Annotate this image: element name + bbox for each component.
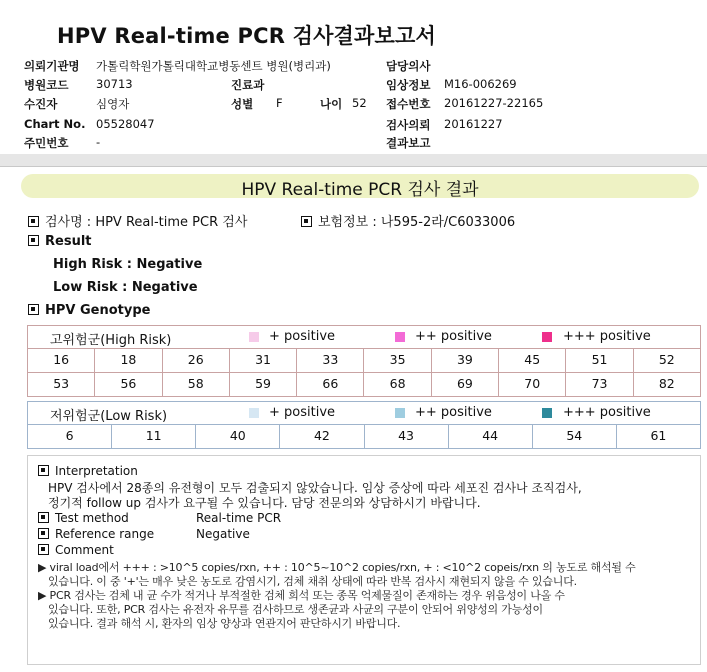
comment-text: ▶ PCR 검사는 검체 내 균 수가 적거나 부적절한 검체 희석 또는 종목 억제물질이 존재하는 경우 위음성이 나올 수: [38, 589, 565, 602]
high-risk-table: [27, 325, 701, 397]
bullet-square-icon: [38, 544, 49, 555]
genotype-cell: 35: [364, 349, 431, 373]
genotype-cell: 42: [280, 425, 364, 449]
genotype-cell: 59: [230, 373, 297, 397]
legend-swatch: [395, 408, 405, 418]
info-label: 검사의뢰: [386, 118, 431, 132]
genotype-heading: [28, 303, 150, 318]
insurance-line: [301, 211, 515, 230]
interpretation-text: HPV 검사에서 28종의 유전형이 모두 검출되지 않았습니다. 임상 증상에 따라 세포진 검사나 조직검사,: [48, 481, 582, 495]
info-value: 05528047: [96, 117, 155, 131]
genotype-cell: 26: [163, 349, 230, 373]
low-risk-header: [27, 401, 701, 425]
low-risk-header-label: 저위험군(Low Risk): [50, 409, 168, 424]
bullet-square-icon: [38, 465, 49, 476]
bullet-square-icon: [38, 512, 49, 523]
interpretation-heading: [38, 464, 138, 478]
info-label: 임상정보: [386, 78, 431, 92]
legend-swatch: [249, 408, 259, 418]
bullet-square-icon: [38, 528, 49, 539]
genotype-cell: 45: [499, 349, 566, 373]
info-value: 가톨릭학원가톨릭대학교병동센트 병원(병리과): [96, 59, 331, 73]
info-value: F: [276, 96, 283, 110]
result-heading-text: Result: [45, 234, 92, 249]
genotype-cell: 82: [634, 373, 701, 397]
high-risk-header: [27, 325, 701, 349]
info-label: Chart No.: [24, 117, 86, 131]
genotype-cell: 43: [365, 425, 449, 449]
legend-label: ++ positive: [415, 329, 492, 344]
high-risk-result: High Risk : Negative: [53, 257, 203, 272]
low-risk-row: [27, 425, 701, 449]
info-value: 20161227: [444, 117, 503, 131]
genotype-cell: 44: [449, 425, 533, 449]
genotype-cell: 51: [566, 349, 633, 373]
genotype-cell: 16: [27, 349, 95, 373]
legend-label: + positive: [269, 405, 336, 420]
info-value: -: [96, 135, 101, 149]
genotype-cell: 33: [297, 349, 364, 373]
interpretation-heading-text: Interpretation: [55, 464, 138, 478]
legend-label: +++ positive: [563, 405, 651, 420]
legend-swatch: [542, 332, 552, 342]
legend-label: + positive: [269, 329, 336, 344]
genotype-cell: 73: [566, 373, 633, 397]
legend-swatch: [249, 332, 259, 342]
legend-label: +++ positive: [563, 329, 651, 344]
genotype-cell: 6: [27, 425, 112, 449]
genotype-cell: 52: [634, 349, 701, 373]
reference-range-label: Reference range: [55, 527, 155, 541]
bullet-square-icon: [28, 235, 39, 246]
info-value: M16-006269: [444, 77, 517, 91]
genotype-cell: 61: [617, 425, 701, 449]
test-method-value: Real-time PCR: [196, 511, 282, 525]
comment-text: 있습니다. 또한, PCR 검사는 유전자 유무를 검사하므로 생존균과 사균의 구분이 안되어 위양성의 가능성이: [48, 603, 543, 616]
insurance-text: 보험정보 : 나595-2라/C6033006: [318, 215, 516, 230]
info-label: 결과보고: [386, 136, 431, 150]
info-label: 성별: [231, 97, 254, 111]
legend-label: ++ positive: [415, 405, 492, 420]
divider-line: [0, 166, 707, 167]
genotype-heading-text: HPV Genotype: [45, 303, 151, 318]
test-method-label: Test method: [55, 511, 129, 525]
genotype-cell: 58: [163, 373, 230, 397]
genotype-cell: 54: [533, 425, 617, 449]
genotype-cell: 66: [297, 373, 364, 397]
genotype-cell: 70: [499, 373, 566, 397]
result-heading: [28, 234, 92, 249]
genotype-cell: 69: [432, 373, 499, 397]
info-label: 진료과: [231, 78, 265, 92]
info-label: 수진자: [24, 97, 58, 111]
genotype-cell: 39: [432, 349, 499, 373]
reference-range-row: [38, 527, 154, 541]
low-risk-result: Low Risk : Negative: [53, 280, 198, 295]
genotype-cell: 56: [95, 373, 162, 397]
genotype-cell: 53: [27, 373, 95, 397]
comment-text: 있습니다. 이 중 '+'는 매우 낮은 농도로 감염시기, 검체 채취 상태에 따라 반복 검사시 재현되지 않을 수 있습니다.: [48, 575, 577, 588]
comment-text: ▶ viral load에서 +++ : >10^5 copies/rxn, ++ : 10^5~10^2 copies/rxn, + : <10^2 copeis/rxn 의 농도로 해석될 수: [38, 561, 636, 574]
info-value: 20161227-22165: [444, 96, 544, 110]
high-risk-row: [27, 349, 701, 373]
interpretation-panel: [27, 455, 701, 665]
high-risk-row: [27, 373, 701, 397]
info-label: 담당의사: [386, 59, 431, 73]
genotype-cell: 18: [95, 349, 162, 373]
bullet-square-icon: [28, 304, 39, 315]
info-value: 30713: [96, 77, 133, 91]
section-divider: [0, 154, 707, 166]
legend-swatch: [395, 332, 405, 342]
info-label: 나이: [320, 97, 343, 111]
legend-swatch: [542, 408, 552, 418]
info-label: 의뢰기관명: [24, 59, 80, 73]
genotype-cell: 31: [230, 349, 297, 373]
info-value: 52: [352, 96, 367, 110]
test-name-line: [28, 211, 247, 230]
low-risk-table: [27, 401, 701, 449]
comment-heading-text: Comment: [55, 543, 114, 557]
info-label: 주민번호: [24, 136, 69, 150]
comment-heading: [38, 543, 114, 557]
genotype-cell: 68: [364, 373, 431, 397]
test-method-row: [38, 511, 129, 525]
info-label: 병원코드: [24, 78, 69, 92]
info-label: 접수번호: [386, 97, 431, 111]
interpretation-text: 정기적 follow up 검사가 요구될 수 있습니다. 담당 전문의와 상담하시기 바랍니다.: [48, 496, 481, 510]
results-title: HPV Real-time PCR 검사 결과: [241, 180, 479, 200]
high-risk-header-label: 고위험군(High Risk): [50, 333, 172, 348]
genotype-cell: 11: [112, 425, 196, 449]
bullet-square-icon: [301, 216, 312, 227]
info-value: 심영자: [96, 97, 130, 111]
bullet-square-icon: [28, 216, 39, 227]
comment-text: 있습니다. 결과 해석 시, 환자의 임상 양상과 연관지어 판단하시기 바랍니다.: [48, 617, 401, 630]
genotype-cell: 40: [196, 425, 280, 449]
report-title: HPV Real-time PCR 검사결과보고서: [57, 24, 436, 48]
test-name-text: 검사명 : HPV Real-time PCR 검사: [45, 215, 248, 230]
reference-range-value: Negative: [196, 527, 250, 541]
results-title-bar: [21, 174, 699, 198]
